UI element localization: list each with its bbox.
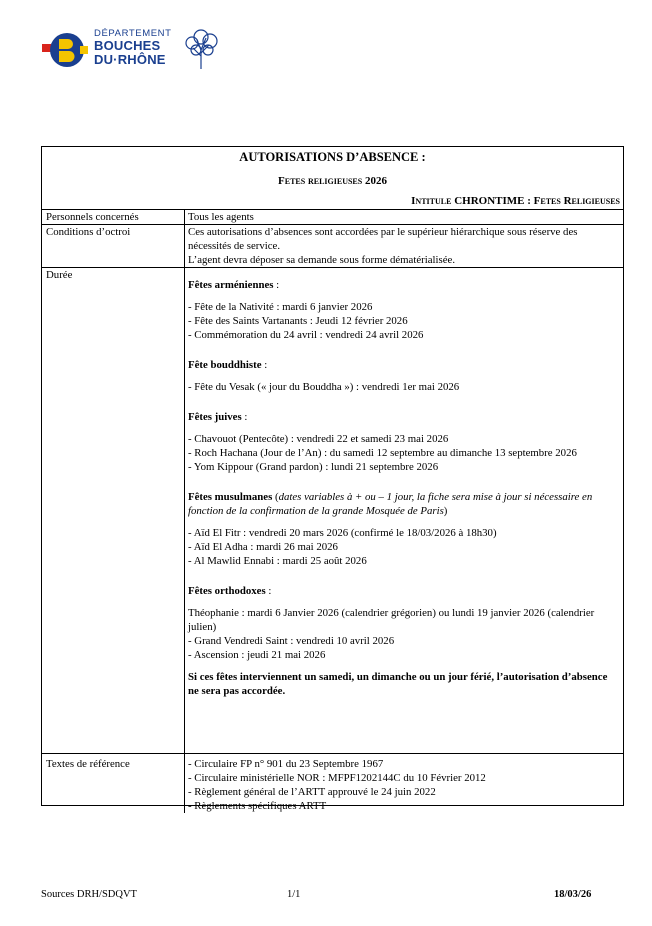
list-item: - Commémoration du 24 avril : vendredi 24 avril 2026 [188, 329, 424, 341]
row-conditions [42, 225, 623, 268]
department-logo [40, 28, 220, 72]
list-item: - Règlements spécifiques ARTT [188, 800, 327, 812]
warning-text: Si ces fêtes interviennent un samedi, un dimanche ou un jour férié, l’autorisation d’absence ne sera pas accordée. [188, 671, 608, 697]
list-item: - Yom Kippour (Grand pardon) : lundi 21 septembre 2026 [188, 461, 439, 473]
logo-line1: BOUCHES [94, 38, 161, 53]
logo-text [94, 28, 172, 67]
list-item: - Roch Hachana (Jour de l’An) : du samedi 12 septembre au dimanche 13 septembre 2026 [188, 447, 577, 459]
row-textes [42, 754, 623, 813]
list-item: - Aïd El Fitr : vendredi 20 mars 2026 (confirmé le 18/03/2026 à 18h30) [188, 527, 497, 539]
row-value [185, 225, 623, 267]
section-title-bouddhiste: Fête bouddhiste : [188, 359, 268, 371]
list-item: - Fête du Vesak (« jour du Bouddha ») : vendredi 1er mai 2026 [188, 381, 460, 393]
logo-line2: DU·RHÔNE [94, 52, 166, 67]
logo-b-icon [40, 30, 90, 70]
section-title-musulmanes: Fêtes musulmanes (dates variables à + ou – 1 jour, la fiche sera mise à jour si nécessaire en fonction de la confirmation de la grande Mosquée de Paris) [188, 491, 593, 517]
conditions-line: Ces autorisations d’absences sont accordées par le supérieur hiérarchique sous réserve des nécessités de service. [188, 226, 578, 252]
section-title-armeniennes: Fêtes arméniennes : [188, 279, 280, 291]
list-item: - Règlement général de l’ARTT approuvé le 24 juin 2022 [188, 786, 436, 798]
document-title: AUTORISATIONS D’ABSENCE : [239, 150, 426, 164]
section-title-juives: Fêtes juives : [188, 411, 248, 423]
list-item: - Ascension : jeudi 21 mai 2026 [188, 649, 326, 661]
intitule-line [411, 195, 620, 207]
list-item: - Al Mawlid Ennabi : mardi 25 août 2026 [188, 555, 367, 567]
row-label: Durée [42, 268, 185, 753]
list-item: Théophanie : mardi 6 Janvier 2026 (calendrier grégorien) ou lundi 19 janvier 2026 (calendrier julien) [188, 607, 595, 633]
list-item: - Aïd El Adha : mardi 26 mai 2026 [188, 541, 338, 553]
row-value [185, 754, 623, 813]
tree-icon [182, 28, 220, 70]
list-item: - Chavouot (Pentecôte) : vendredi 22 et samedi 23 mai 2026 [188, 433, 449, 445]
logo-top-text: DÉPARTEMENT [94, 28, 172, 39]
intitule-main: CHRONTIME [454, 195, 525, 207]
table-header [42, 147, 623, 210]
intitule-prefix: Intitule [411, 195, 452, 207]
document-subtitle: Fetes religieuses 2026 [278, 175, 387, 187]
row-label: Conditions d’octroi [42, 225, 185, 267]
document-table [41, 146, 624, 812]
conditions-line: L’agent devra déposer sa demande sous forme dématérialisée. [188, 254, 456, 266]
footer-date: 18/03/26 [554, 889, 592, 900]
row-label: Personnels concernés [42, 210, 185, 224]
intitule-suffix: : Fetes Religieuses [527, 195, 620, 207]
footer-source: Sources DRH/SDQVT [41, 889, 137, 900]
row-value: Tous les agents [188, 211, 254, 223]
row-label: Textes de référence [42, 754, 185, 813]
list-item: - Fête des Saints Vartanants : Jeudi 12 février 2026 [188, 315, 408, 327]
row-personnels [42, 210, 623, 225]
footer-page-number: 1/1 [287, 889, 301, 900]
list-item: - Grand Vendredi Saint : vendredi 10 avril 2026 [188, 635, 395, 647]
section-title-orthodoxes: Fêtes orthodoxes : [188, 585, 272, 597]
list-item: - Fête de la Nativité : mardi 6 janvier 2026 [188, 301, 373, 313]
row-value [185, 268, 623, 753]
list-item: - Circulaire FP n° 901 du 23 Septembre 1967 [188, 758, 384, 770]
list-item: - Circulaire ministérielle NOR : MFPF1202144C du 10 Février 2012 [188, 772, 486, 784]
row-duree [42, 268, 623, 754]
